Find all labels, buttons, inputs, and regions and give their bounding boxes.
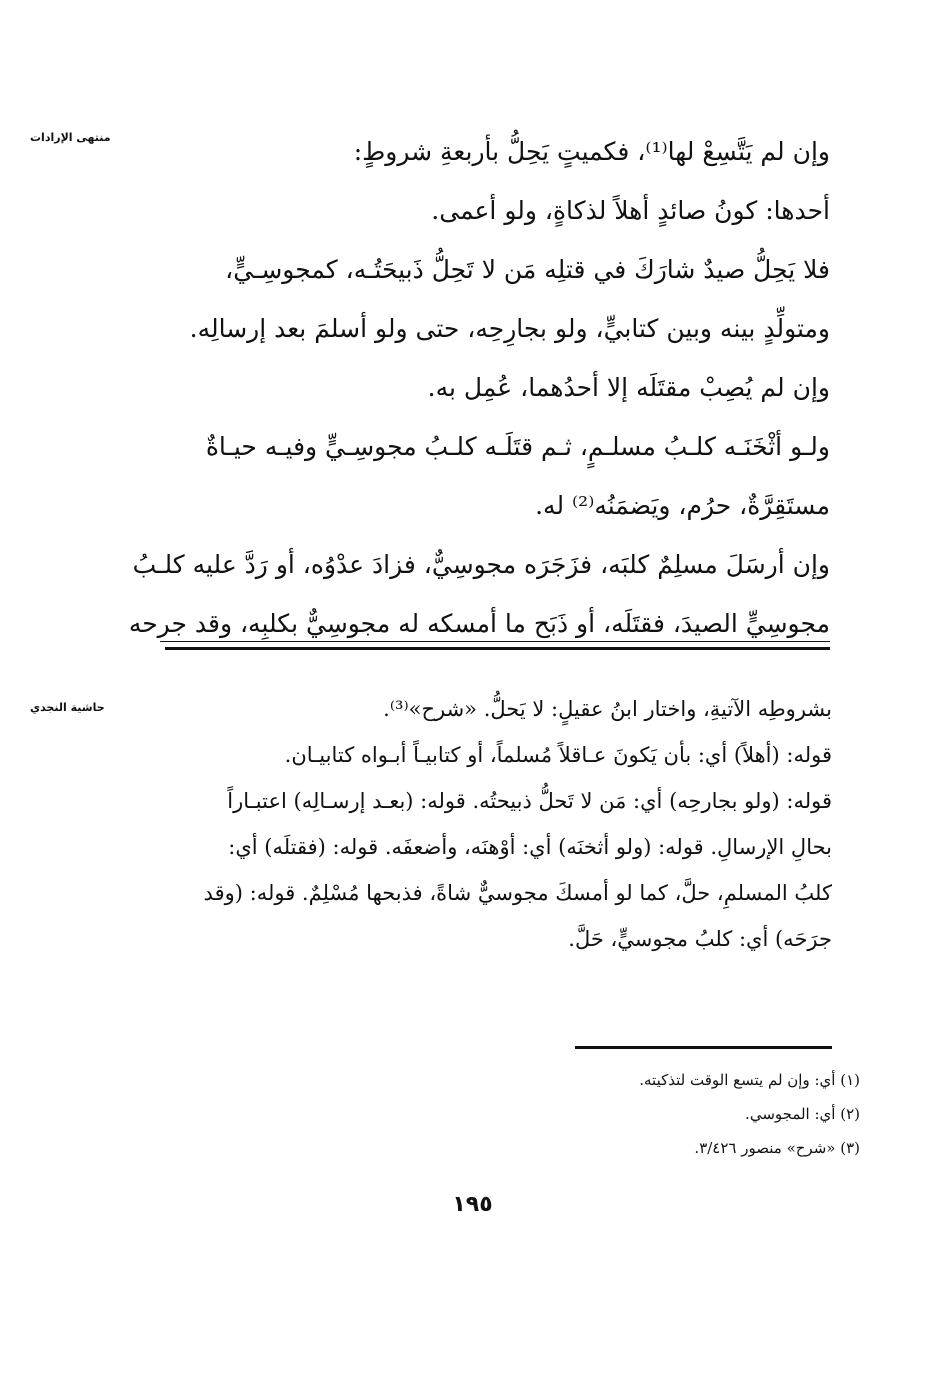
commentary-title-label: حاشية النجدي: [30, 701, 105, 714]
matn-line: ولـو أثْخَنَـه كلـبُ مسلـمٍ، ثـم قتَلَـه كلـبُ مجوسِـيٍّ وفيـه حيـاةٌ: [205, 432, 830, 461]
matn-line: وإن لم يُصِبْ مقتَلَه إلا أحدُهما، عُمِل به.: [427, 373, 830, 402]
matn-line: مستَقِرَّةٌ، حرُم، ويَضمَنُه⁽²⁾ له.: [535, 491, 830, 520]
footnote: (١) أي: وإن لم يتسع الوقت لتذكيته.: [639, 1071, 860, 1089]
matn-line: مجوسِيٍّ الصيدَ، فقتَلَه، أو ذَبَح ما أمسكه له مجوسِيٌّ بكلبِه، وقد جرحه: [128, 609, 830, 638]
commentary-line: بشروطِه الآتيةِ، واختار ابنُ عقيلٍ: لا يَحلُّ. «شرح»⁽³⁾.: [383, 697, 832, 721]
commentary-line: بحالِ الإرسالِ. قوله: (ولو أثخنَه) أي: أوْهنَه، وأضعفَه. قوله: (فقتلَه) أي:: [228, 835, 832, 859]
commentary-line: قوله: (ولو بجارحِه) أي: مَن لا تَحلُّ ذبيحتُه. قوله: (بعـد إرسـالِه) اعتبـاراً: [227, 789, 832, 813]
commentary-line: جرَحَه) أي: كلبُ مجوسيٍّ، حَلَّ.: [568, 927, 832, 951]
commentary-line: كلبُ المسلمِ، حلَّ، كما لو أمسكَ مجوسيٌّ شاةً، فذبحها مُسْلِمٌ. قوله: (وقد: [203, 881, 832, 905]
footnotes: [440, 1063, 860, 1165]
commentary-line: قوله: (أهلاً) أي: بأن يَكونَ عـاقلاً مُسلماً، أو كتابيـاً أبـواه كتابيـان.: [284, 743, 832, 767]
matn-line: فلا يَحِلُّ صيدٌ شارَكَ في قتلِه مَن لا تَحِلُّ ذَبيحَتُـه، كمجوسِـيٍّ،: [225, 255, 830, 284]
main-text: [128, 122, 830, 653]
matn-line: أحدها: كونُ صائدٍ أهلاً لذكاةٍ، ولو أعمى.: [431, 196, 830, 225]
commentary-text: [160, 686, 832, 962]
matn-line: وإن لم يَتَّسِعْ لها⁽¹⁾، فكميتٍ يَحِلُّ بأربعةِ شروطٍ:: [353, 137, 830, 166]
footnote: (٢) أي: المجوسي.: [745, 1105, 860, 1123]
matn-line: وإن أرسَلَ مسلِمٌ كلبَه، فزَجَرَه مجوسِيٌّ، فزادَ عدْوُه، أو رَدَّ عليه كلـبُ: [132, 550, 830, 579]
footnote: (٣) «شرح» منصور ٣/٤٢٦.: [694, 1139, 860, 1157]
footnote-divider: [575, 1046, 832, 1049]
book-title-label: منتهى الإرادات: [30, 131, 111, 144]
page-number: ١٩٥: [452, 1192, 493, 1217]
matn-line: ومتولِّدٍ بينه وبين كتابيٍّ، ولو بجارِحِه، حتى ولو أسلمَ بعد إرسالِه.: [189, 314, 830, 343]
section-divider: [165, 647, 830, 650]
inline-divider: [160, 641, 830, 642]
